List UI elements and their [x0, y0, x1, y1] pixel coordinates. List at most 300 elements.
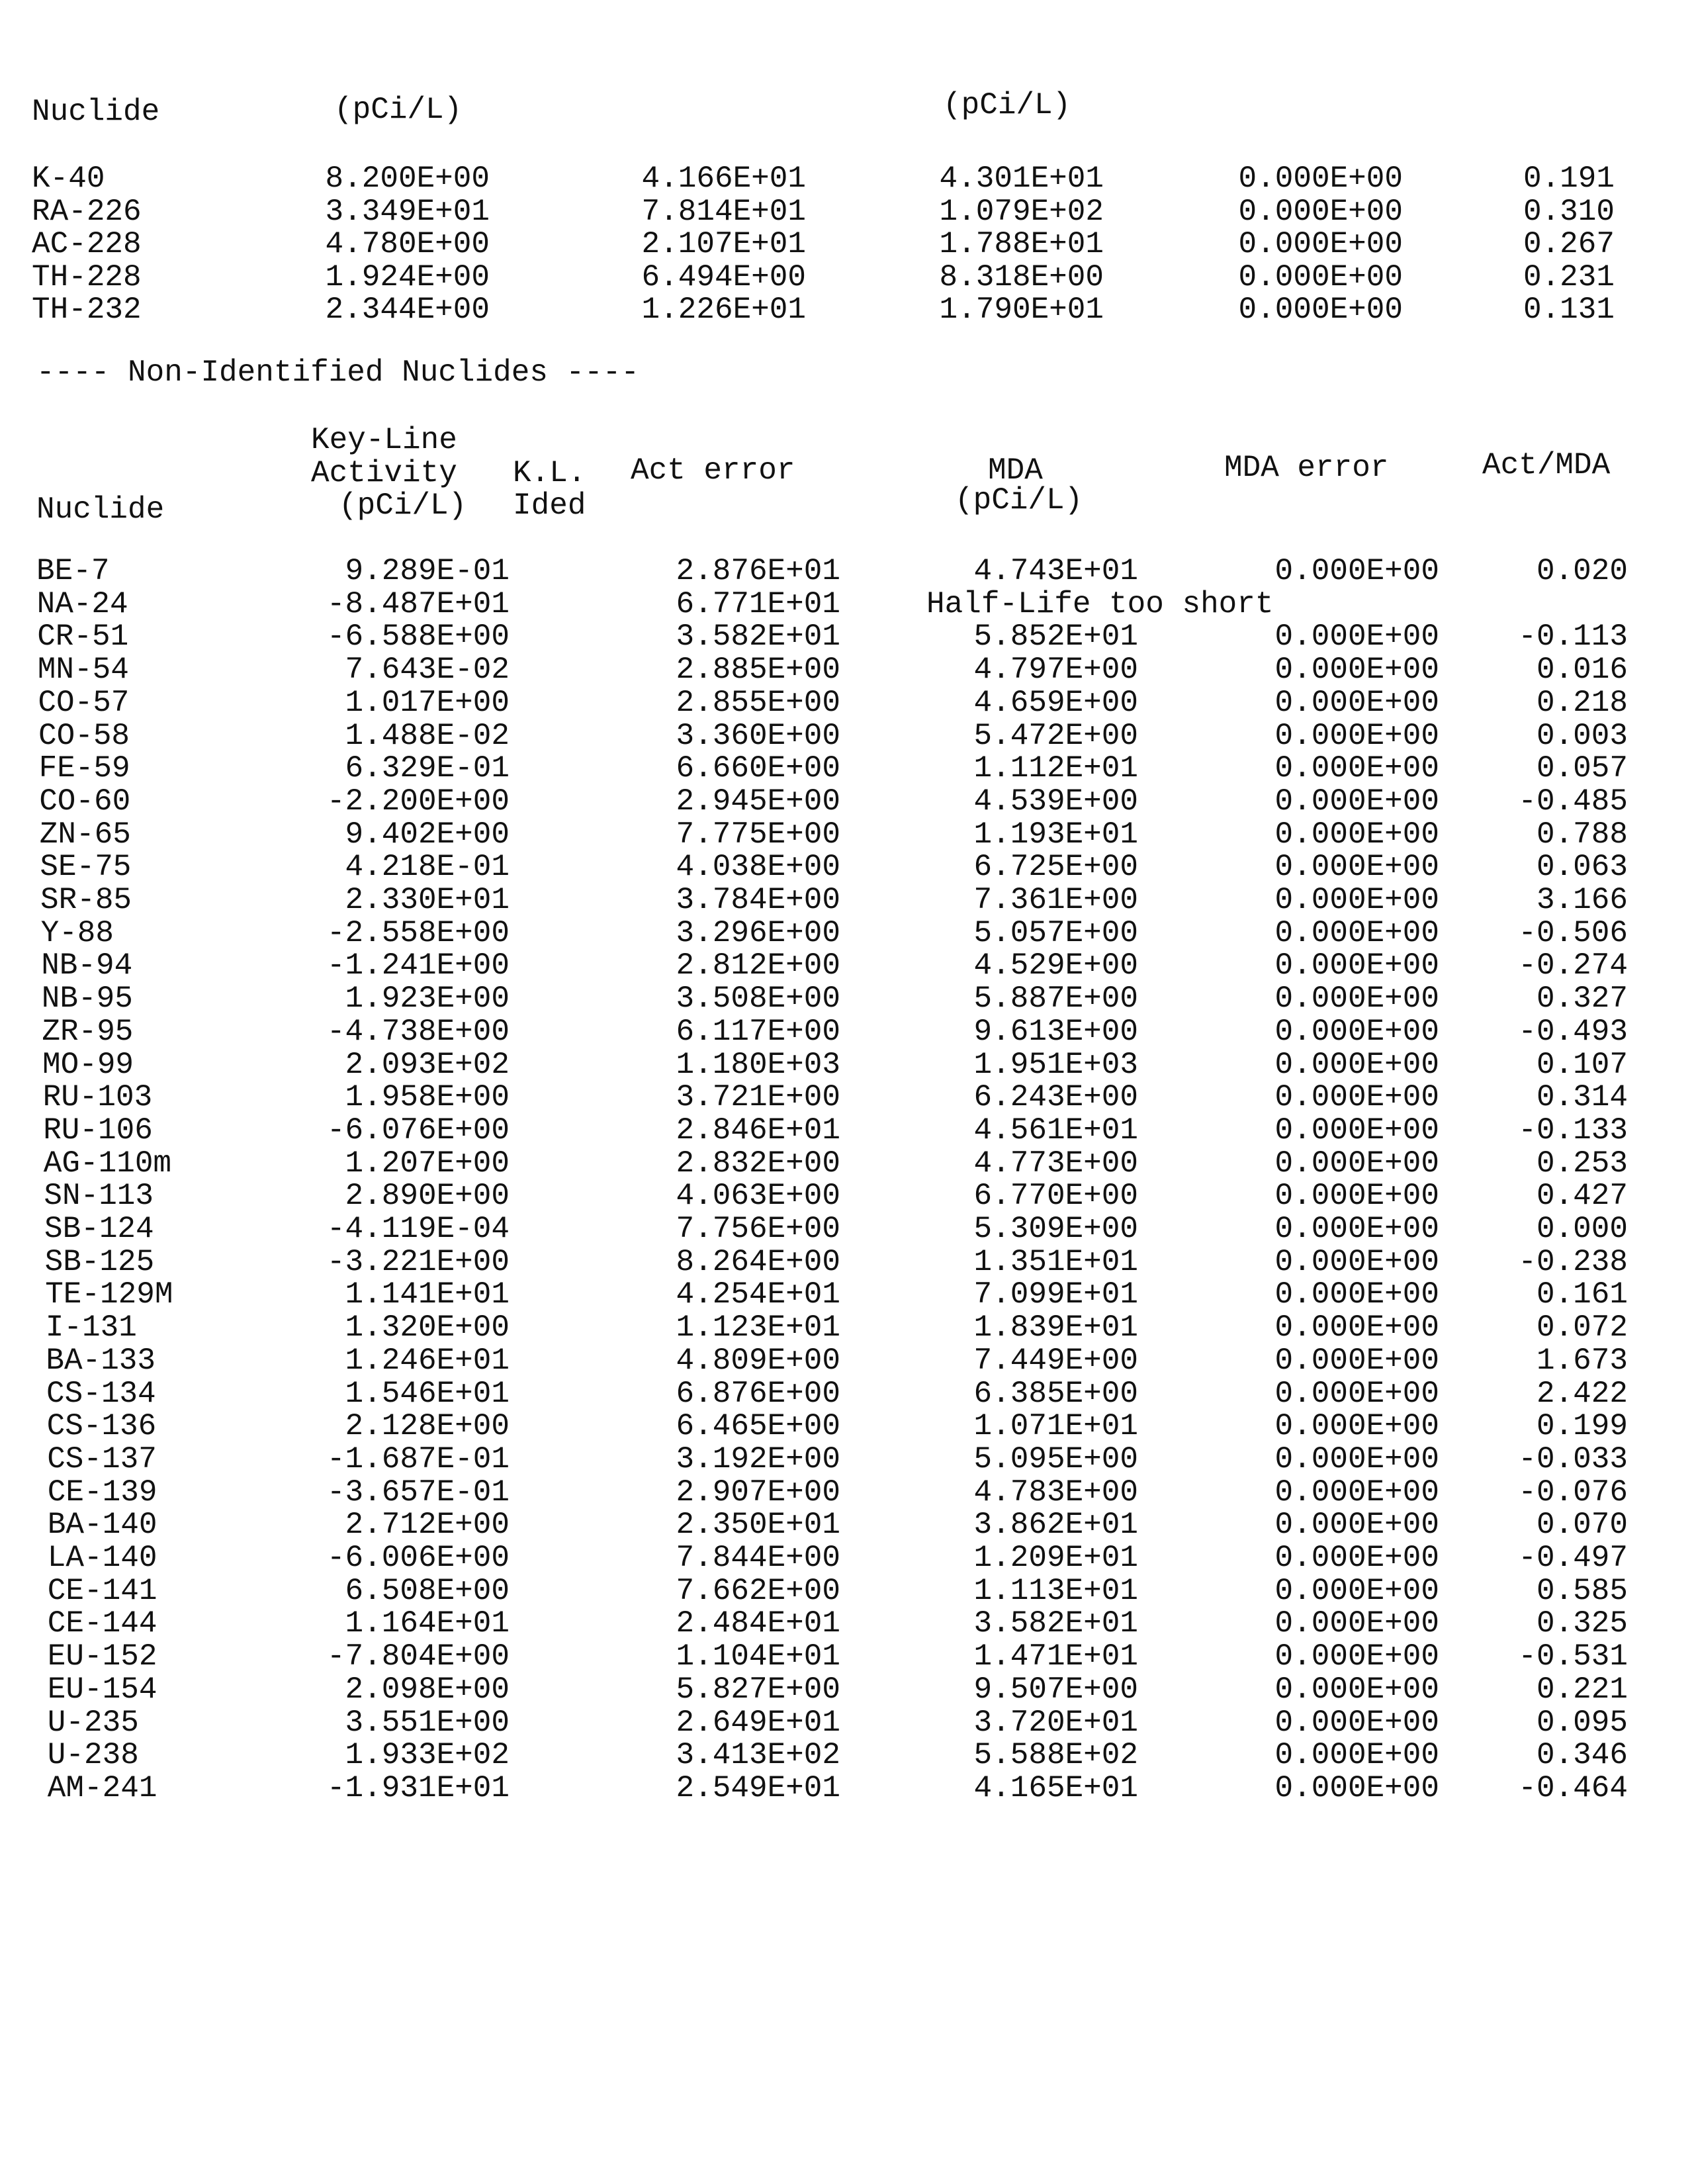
- activity-cell: 1.958E+00: [345, 1080, 510, 1115]
- mda-cell: 1.471E+01: [973, 1639, 1138, 1674]
- mda-cell: 7.361E+00: [973, 883, 1138, 917]
- top-mda-unit: (pCi/L): [943, 88, 1071, 122]
- activity-cell: 1.320E+00: [345, 1310, 510, 1345]
- activity-cell: 1.207E+00: [345, 1146, 510, 1181]
- activity-cell: -7.804E+00: [326, 1639, 510, 1674]
- table-row: [0, 1114, 1694, 1147]
- header-act-mda: Act/MDA: [1482, 448, 1611, 482]
- mda-cell: 5.887E+00: [973, 981, 1138, 1017]
- act-error-cell: 4.063E+00: [676, 1179, 840, 1214]
- mda-cell: 5.588E+02: [973, 1738, 1138, 1773]
- nuclide-cell: Y-88: [40, 915, 114, 950]
- act-mda-cell: 2.422: [1536, 1376, 1628, 1411]
- table-row: [0, 752, 1694, 785]
- nuclide-cell: SB-124: [44, 1212, 154, 1246]
- nuclide-cell: NB-94: [41, 948, 133, 983]
- act-mda-cell: -0.113: [1518, 619, 1628, 655]
- act-mda-cell: 0.327: [1536, 981, 1628, 1017]
- mda-cell: 7.449E+00: [973, 1343, 1138, 1378]
- act-error-cell: 1.226E+01: [641, 293, 806, 327]
- act-error-cell: 8.264E+00: [676, 1244, 840, 1279]
- act-mda-cell: 0.231: [1523, 259, 1615, 295]
- table-row: [0, 818, 1694, 851]
- table-row: [0, 949, 1694, 982]
- table-row: [0, 1640, 1694, 1673]
- act-error-cell: 4.038E+00: [676, 850, 840, 885]
- act-error-cell: 3.413E+02: [676, 1738, 840, 1773]
- nuclide-cell: TH-228: [32, 259, 142, 295]
- act-mda-cell: 0.346: [1536, 1738, 1628, 1773]
- header-mda-unit: (pCi/L): [955, 483, 1083, 518]
- activity-cell: 9.402E+00: [345, 817, 510, 852]
- table-row: [0, 1443, 1694, 1476]
- header-act-error: Act error: [631, 453, 795, 488]
- activity-cell: -6.076E+00: [326, 1113, 510, 1148]
- mda-error-cell: 0.000E+00: [1274, 1047, 1439, 1082]
- activity-cell: -1.931E+01: [326, 1770, 510, 1805]
- table-row: [0, 1179, 1694, 1212]
- act-error-cell: 2.649E+01: [676, 1705, 840, 1740]
- table-row: [0, 588, 1694, 621]
- activity-cell: 1.017E+00: [345, 685, 510, 720]
- mda-cell: 7.099E+01: [973, 1277, 1138, 1312]
- act-error-cell: 3.582E+01: [676, 619, 840, 655]
- act-mda-cell: 0.221: [1536, 1672, 1628, 1707]
- act-error-cell: 2.846E+01: [676, 1113, 840, 1148]
- mda-error-cell: 0.000E+00: [1274, 883, 1439, 917]
- table-row: [0, 293, 1694, 326]
- mda-error-cell: 0.000E+00: [1274, 1080, 1439, 1115]
- mda-error-cell: 0.000E+00: [1274, 1146, 1439, 1181]
- nuclide-cell: CE-144: [47, 1606, 157, 1641]
- act-mda-cell: -0.274: [1518, 948, 1628, 983]
- table-row: [0, 228, 1694, 261]
- activity-cell: 2.093E+02: [345, 1047, 510, 1082]
- mda-error-cell: 0.000E+00: [1274, 653, 1439, 688]
- nuclide-cell: RU-103: [42, 1080, 153, 1115]
- act-error-cell: 3.296E+00: [676, 915, 840, 950]
- act-error-cell: 5.827E+00: [676, 1672, 840, 1707]
- mda-cell: 5.852E+01: [973, 619, 1138, 655]
- act-mda-cell: 0.253: [1536, 1146, 1628, 1181]
- mda-error-cell: 0.000E+00: [1274, 1212, 1439, 1246]
- activity-cell: 7.643E-02: [345, 653, 510, 688]
- mda-error-cell: 0.000E+00: [1238, 227, 1403, 261]
- nuclide-cell: TH-232: [32, 293, 142, 327]
- mda-cell: 4.301E+01: [939, 161, 1104, 196]
- act-error-cell: 4.254E+01: [676, 1277, 840, 1312]
- nuclide-cell: AC-228: [32, 227, 142, 261]
- activity-cell: 4.780E+00: [325, 227, 490, 261]
- nuclide-cell: CE-141: [47, 1573, 157, 1608]
- table-row: [0, 1311, 1694, 1344]
- mda-cell: 6.725E+00: [973, 850, 1138, 885]
- act-error-cell: 6.771E+01: [676, 586, 840, 621]
- mda-error-cell: 0.000E+00: [1274, 554, 1439, 588]
- act-mda-cell: 0.016: [1536, 653, 1628, 688]
- act-error-cell: 2.832E+00: [676, 1146, 840, 1181]
- activity-cell: -1.687E-01: [326, 1441, 510, 1477]
- act-mda-cell: -0.464: [1518, 1770, 1628, 1805]
- nuclide-cell: CS-134: [46, 1376, 156, 1411]
- nuclide-cell: NA-24: [36, 586, 128, 621]
- activity-cell: 6.508E+00: [345, 1573, 510, 1608]
- nuclide-cell: SN-113: [44, 1179, 154, 1214]
- act-error-cell: 3.192E+00: [676, 1441, 840, 1477]
- mda-cell: 4.797E+00: [973, 653, 1138, 688]
- act-error-cell: 6.494E+00: [641, 259, 806, 295]
- mda-error-cell: 0.000E+00: [1274, 619, 1439, 655]
- mda-cell: 6.385E+00: [973, 1376, 1138, 1411]
- activity-cell: 4.218E-01: [345, 850, 510, 885]
- act-mda-cell: 0.218: [1536, 685, 1628, 720]
- nuclide-cell: K-40: [32, 161, 105, 196]
- top-activity-unit: (pCi/L): [334, 93, 463, 127]
- act-mda-cell: 1.673: [1536, 1343, 1628, 1378]
- table-row: [0, 1410, 1694, 1443]
- activity-cell: -3.657E-01: [326, 1475, 510, 1510]
- act-error-cell: 1.123E+01: [676, 1310, 840, 1345]
- nuclide-cell: ZN-65: [39, 817, 131, 852]
- mda-cell: 1.351E+01: [973, 1244, 1138, 1279]
- act-mda-cell: 0.314: [1536, 1080, 1628, 1115]
- table-row: [0, 1476, 1694, 1509]
- mda-error-cell: 0.000E+00: [1274, 1770, 1439, 1805]
- activity-cell: 3.551E+00: [345, 1705, 510, 1740]
- nuclide-cell: CO-57: [38, 685, 130, 720]
- table-row: [0, 1246, 1694, 1279]
- mda-cell: 4.539E+00: [973, 784, 1138, 819]
- mda-cell: 1.113E+01: [973, 1573, 1138, 1608]
- table-row: [0, 195, 1694, 228]
- act-mda-cell: -0.531: [1518, 1639, 1628, 1674]
- table-row: [0, 1081, 1694, 1114]
- act-mda-cell: 0.310: [1523, 194, 1615, 229]
- mda-error-cell: 0.000E+00: [1274, 784, 1439, 819]
- mda-error-cell: 0.000E+00: [1274, 948, 1439, 983]
- act-mda-cell: 0.003: [1536, 718, 1628, 753]
- mda-error-cell: 0.000E+00: [1274, 817, 1439, 852]
- activity-cell: 2.712E+00: [345, 1508, 510, 1543]
- mda-error-cell: 0.000E+00: [1274, 1738, 1439, 1773]
- act-mda-cell: 0.191: [1523, 161, 1615, 196]
- mda-cell: 4.561E+01: [973, 1113, 1138, 1148]
- header-mda: MDA: [988, 453, 1043, 488]
- mda-error-cell: 0.000E+00: [1274, 1343, 1439, 1378]
- mda-error-cell: 0.000E+00: [1274, 1606, 1439, 1641]
- act-error-cell: 7.844E+00: [676, 1541, 840, 1575]
- act-mda-cell: -0.493: [1518, 1014, 1628, 1049]
- act-mda-cell: 0.161: [1536, 1277, 1628, 1312]
- act-error-cell: 3.784E+00: [676, 883, 840, 917]
- table-row: [0, 1607, 1694, 1640]
- act-mda-cell: 0.063: [1536, 850, 1628, 885]
- activity-cell: 1.488E-02: [345, 718, 510, 753]
- mda-error-cell: 0.000E+00: [1274, 1508, 1439, 1543]
- act-error-cell: 2.812E+00: [676, 948, 840, 983]
- table-row: [0, 1541, 1694, 1574]
- table-row: [0, 719, 1694, 752]
- table-row: [0, 1673, 1694, 1706]
- activity-cell: -4.119E-04: [326, 1212, 510, 1246]
- nuclide-cell: MO-99: [42, 1047, 134, 1082]
- act-mda-cell: 0.020: [1536, 554, 1628, 588]
- header-kl: K.L.: [513, 456, 586, 490]
- act-error-cell: 7.814E+01: [641, 194, 806, 229]
- mda-error-cell: 0.000E+00: [1274, 1277, 1439, 1312]
- nuclide-cell: U-238: [47, 1738, 139, 1773]
- mda-cell: 4.165E+01: [973, 1770, 1138, 1805]
- table-row: [0, 785, 1694, 818]
- nuclide-cell: NB-95: [41, 981, 133, 1017]
- table-row: [0, 1015, 1694, 1048]
- act-mda-cell: 0.427: [1536, 1179, 1628, 1214]
- act-mda-cell: 0.267: [1523, 227, 1615, 261]
- act-error-cell: 6.117E+00: [676, 1014, 840, 1049]
- activity-cell: -6.006E+00: [326, 1541, 510, 1575]
- nuclide-cell: BA-133: [46, 1343, 156, 1378]
- mda-cell: 5.095E+00: [973, 1441, 1138, 1477]
- nuclide-cell: FE-59: [38, 751, 130, 786]
- act-error-cell: 1.104E+01: [676, 1639, 840, 1674]
- nuclide-cell: SR-85: [40, 883, 132, 917]
- mda-cell: 4.773E+00: [973, 1146, 1138, 1181]
- nuclide-cell: SB-125: [44, 1244, 155, 1279]
- activity-cell: 8.200E+00: [325, 161, 490, 196]
- table-row: [0, 261, 1694, 294]
- activity-cell: -4.738E+00: [326, 1014, 510, 1049]
- act-error-cell: 3.360E+00: [676, 718, 840, 753]
- act-mda-cell: 0.070: [1536, 1508, 1628, 1543]
- act-mda-cell: -0.076: [1518, 1475, 1628, 1510]
- nuclide-cell: BA-140: [47, 1508, 157, 1543]
- header-kl-ided: Ided: [513, 488, 586, 523]
- act-mda-cell: 0.107: [1536, 1047, 1628, 1082]
- table-row: [0, 653, 1694, 686]
- mda-error-cell: 0.000E+00: [1274, 1441, 1439, 1477]
- activity-cell: -1.241E+00: [326, 948, 510, 983]
- nuclide-cell: EU-152: [47, 1639, 157, 1674]
- header-activity-unit: (pCi/L): [339, 488, 467, 523]
- nuclide-cell: CR-51: [37, 619, 129, 655]
- act-error-cell: 2.350E+01: [676, 1508, 840, 1543]
- activity-cell: 2.098E+00: [345, 1672, 510, 1707]
- nuclide-cell: CE-139: [47, 1475, 157, 1510]
- table-row: [0, 1574, 1694, 1608]
- mda-error-cell: 0.000E+00: [1274, 1475, 1439, 1510]
- activity-cell: 1.164E+01: [345, 1606, 510, 1641]
- nuclide-cell: SE-75: [40, 850, 132, 885]
- act-mda-cell: -0.485: [1518, 784, 1628, 819]
- table-row: [0, 1377, 1694, 1410]
- nuclide-cell: AM-241: [47, 1770, 157, 1805]
- act-error-cell: 6.660E+00: [676, 751, 840, 786]
- act-error-cell: 2.907E+00: [676, 1475, 840, 1510]
- mda-cell: 4.743E+01: [973, 554, 1138, 588]
- mda-error-cell: 0.000E+00: [1274, 1672, 1439, 1707]
- table-row: [0, 1706, 1694, 1739]
- mda-cell: 3.720E+01: [973, 1705, 1138, 1740]
- act-error-cell: 6.876E+00: [676, 1376, 840, 1411]
- act-error-cell: 3.508E+00: [676, 981, 840, 1017]
- act-error-cell: 3.721E+00: [676, 1080, 840, 1115]
- activity-cell: 1.923E+00: [345, 981, 510, 1017]
- act-mda-cell: -0.506: [1518, 915, 1628, 950]
- table-row: [0, 1212, 1694, 1246]
- act-mda-cell: 0.131: [1523, 293, 1615, 327]
- table-row: [0, 1772, 1694, 1805]
- act-mda-cell: 0.057: [1536, 751, 1628, 786]
- activity-cell: 3.349E+01: [325, 194, 490, 229]
- act-error-cell: 2.876E+01: [676, 554, 840, 588]
- mda-cell: 8.318E+00: [939, 259, 1104, 295]
- table-row: [0, 884, 1694, 917]
- top-nuclide-header: Nuclide: [32, 95, 160, 129]
- mda-error-cell: 0.000E+00: [1274, 1639, 1439, 1674]
- mda-error-cell: 0.000E+00: [1274, 685, 1439, 720]
- activity-cell: 2.128E+00: [345, 1409, 510, 1444]
- mda-cell: 6.770E+00: [973, 1179, 1138, 1214]
- nuclide-cell: U-235: [47, 1705, 139, 1740]
- mda-cell: 4.529E+00: [973, 948, 1138, 983]
- activity-cell: 9.289E-01: [345, 554, 510, 588]
- mda-cell: 1.079E+02: [939, 194, 1104, 229]
- mda-cell: 1.193E+01: [973, 817, 1138, 852]
- activity-cell: -3.221E+00: [326, 1244, 510, 1279]
- mda-error-cell: 0.000E+00: [1274, 1541, 1439, 1575]
- table-row: [0, 982, 1694, 1015]
- mda-cell: 1.209E+01: [973, 1541, 1138, 1575]
- act-error-cell: 7.775E+00: [676, 817, 840, 852]
- act-error-cell: 4.166E+01: [641, 161, 806, 196]
- activity-cell: 2.330E+01: [345, 883, 510, 917]
- act-mda-cell: 0.325: [1536, 1606, 1628, 1641]
- act-error-cell: 4.809E+00: [676, 1343, 840, 1378]
- act-mda-cell: -0.497: [1518, 1541, 1628, 1575]
- mda-error-cell: 0.000E+00: [1274, 1014, 1439, 1049]
- act-error-cell: 2.945E+00: [676, 784, 840, 819]
- mda-error-cell: 0.000E+00: [1274, 1244, 1439, 1279]
- mda-cell: 4.783E+00: [973, 1475, 1138, 1510]
- mda-error-cell: 0.000E+00: [1238, 293, 1403, 327]
- mda-error-cell: 0.000E+00: [1274, 1310, 1439, 1345]
- nuclide-cell: RA-226: [32, 194, 142, 229]
- act-error-cell: 2.484E+01: [676, 1606, 840, 1641]
- activity-cell: 1.246E+01: [345, 1343, 510, 1378]
- mda-error-cell: 0.000E+00: [1238, 161, 1403, 196]
- mda-error-cell: 0.000E+00: [1274, 1376, 1439, 1411]
- table-row: [0, 917, 1694, 950]
- header-key-line: Key-Line: [311, 423, 457, 457]
- table-row: [0, 1508, 1694, 1541]
- activity-cell: 1.546E+01: [345, 1376, 510, 1411]
- header-nuclide: Nuclide: [36, 492, 165, 527]
- mda-cell: 1.071E+01: [973, 1409, 1138, 1444]
- activity-cell: -6.588E+00: [326, 619, 510, 655]
- activity-cell: -8.487E+01: [326, 586, 510, 621]
- mda-cell: 1.788E+01: [939, 227, 1104, 261]
- mda-error-cell: 0.000E+00: [1274, 718, 1439, 753]
- act-error-cell: 7.662E+00: [676, 1573, 840, 1608]
- act-mda-cell: -0.133: [1518, 1113, 1628, 1148]
- act-error-cell: 6.465E+00: [676, 1409, 840, 1444]
- mda-cell: 1.112E+01: [973, 751, 1138, 786]
- act-mda-cell: 0.199: [1536, 1409, 1628, 1444]
- activity-cell: -2.558E+00: [326, 915, 510, 950]
- nuclide-cell: LA-140: [47, 1541, 157, 1575]
- act-mda-cell: 0.095: [1536, 1705, 1628, 1740]
- mda-cell: 9.507E+00: [973, 1672, 1138, 1707]
- nuclide-cell: CO-58: [38, 718, 130, 753]
- table-row: [0, 1739, 1694, 1772]
- activity-cell: 1.933E+02: [345, 1738, 510, 1773]
- act-mda-cell: -0.033: [1518, 1441, 1628, 1477]
- mda-cell: 3.582E+01: [973, 1606, 1138, 1641]
- act-mda-cell: 3.166: [1536, 883, 1628, 917]
- act-mda-cell: -0.238: [1518, 1244, 1628, 1279]
- act-error-cell: 2.855E+00: [676, 685, 840, 720]
- mda-error-cell: 0.000E+00: [1274, 1113, 1439, 1148]
- mda-error-cell: 0.000E+00: [1274, 915, 1439, 950]
- mda-error-cell: 0.000E+00: [1274, 981, 1439, 1017]
- mda-error-cell: 0.000E+00: [1274, 1705, 1439, 1740]
- nuclide-cell: CO-60: [39, 784, 131, 819]
- table-row: [0, 686, 1694, 719]
- mda-cell: 6.243E+00: [973, 1080, 1138, 1115]
- act-error-cell: 2.107E+01: [641, 227, 806, 261]
- nuclide-cell: I-131: [45, 1310, 137, 1345]
- mda-cell: 1.790E+01: [939, 293, 1104, 327]
- act-error-cell: 1.180E+03: [676, 1047, 840, 1082]
- mda-cell: 5.057E+00: [973, 915, 1138, 950]
- activity-cell: 2.344E+00: [325, 293, 490, 327]
- table-row: [0, 850, 1694, 884]
- activity-cell: 1.141E+01: [345, 1277, 510, 1312]
- table-row: [0, 1344, 1694, 1377]
- table-row: [0, 1147, 1694, 1180]
- act-mda-cell: 0.072: [1536, 1310, 1628, 1345]
- mda-error-cell: 0.000E+00: [1274, 1573, 1439, 1608]
- mda-cell: 9.613E+00: [973, 1014, 1138, 1049]
- mda-error-cell: 0.000E+00: [1274, 1409, 1439, 1444]
- act-error-cell: 7.756E+00: [676, 1212, 840, 1246]
- mda-cell: 1.951E+03: [973, 1047, 1138, 1082]
- nuclide-cell: MN-54: [37, 653, 129, 688]
- activity-cell: 6.329E-01: [345, 751, 510, 786]
- act-error-cell: 2.885E+00: [676, 653, 840, 688]
- mda-cell: 3.862E+01: [973, 1508, 1138, 1543]
- nuclide-cell: CS-136: [46, 1409, 157, 1444]
- act-error-cell: 2.549E+01: [676, 1770, 840, 1805]
- act-mda-cell: 0.000: [1536, 1212, 1628, 1246]
- nuclide-cell: EU-154: [47, 1672, 157, 1707]
- half-life-note: Half-Life too short: [926, 586, 1274, 621]
- nuclide-cell: RU-106: [43, 1113, 153, 1148]
- table-row: [0, 1278, 1694, 1311]
- table-row: [0, 555, 1694, 588]
- mda-cell: 4.659E+00: [973, 685, 1138, 720]
- activity-cell: 2.890E+00: [345, 1179, 510, 1214]
- act-mda-cell: 0.788: [1536, 817, 1628, 852]
- nuclide-cell: AG-110m: [43, 1146, 172, 1181]
- nuclide-cell: TE-129M: [45, 1277, 173, 1312]
- section-title: ---- Non-Identified Nuclides ----: [36, 355, 639, 390]
- mda-error-cell: 0.000E+00: [1274, 850, 1439, 885]
- table-row: [0, 620, 1694, 653]
- mda-cell: 1.839E+01: [973, 1310, 1138, 1345]
- activity-cell: 1.924E+00: [325, 259, 490, 295]
- nuclide-cell: CS-137: [47, 1441, 157, 1477]
